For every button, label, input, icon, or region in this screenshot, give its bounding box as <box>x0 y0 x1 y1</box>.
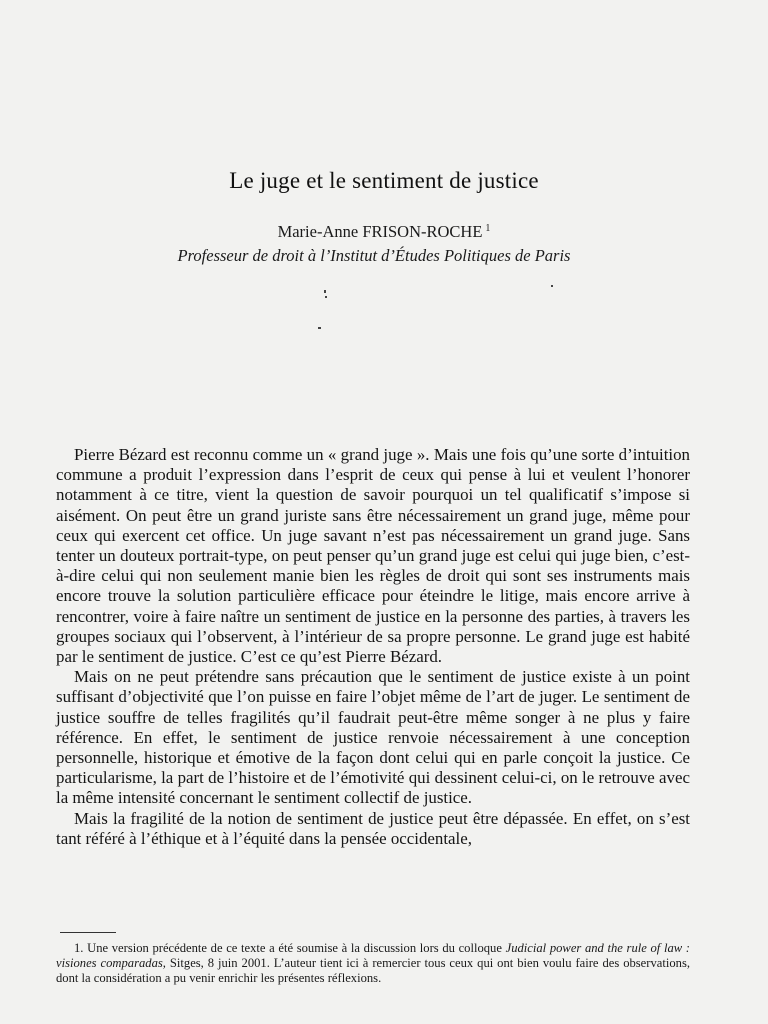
scan-speck <box>318 327 321 329</box>
article-title: Le juge et le sentiment de justice <box>229 168 539 193</box>
author-affiliation: Professeur de droit à l’Institut d’Études Politiques de Paris <box>177 246 571 265</box>
footnote <box>56 941 690 986</box>
footnote-text-after: Sitges, 8 juin 2001. L’auteur tient ici à remercier tous ceux qui ont bien voulu faire des observations, dont la considération a pu venir enrichir les présentes réflexions. <box>56 956 690 985</box>
author-line <box>0 222 768 242</box>
body-paragraph: Pierre Bézard est reconnu comme un « grand juge ». Mais une fois qu’une sorte d’intuition commune a produit l’expression dans l’esprit de ceux qui pense à lui et veulent l’honorer notamment à ce titre, vient la question de savoir pourquoi un tel qualificatif s’impose si aisément. On peut être un grand juriste sans être nécessairement un grand juge, même pour ceux qui exercent cet office. Un juge savant n’est pas nécessairement un grand juge. Sans tenter un douteux portrait-type, on peut penser qu’un grand juge est celui qui juge bien, c’est-à-dire celui qui non seulement manie bien les règles de droit qui sont ses instruments mais encore trouve la solution particulière efficace pour éteindre le litige, mais encore arrive à rencontrer, voire à faire naître un sentiment de justice en la personne des parties, à travers les groupes sociaux qui l’observent, à l’intérieur de sa propre personne. Le grand juge est habité par le sentiment de justice. C’est ce qu’est Pierre Bézard. <box>56 445 690 667</box>
scan-speck <box>324 290 326 293</box>
scan-speck <box>551 285 553 287</box>
scan-speck <box>325 296 327 298</box>
author-footnote-mark: 1 <box>485 222 491 234</box>
author-name: Marie-Anne FRISON-ROCHE <box>277 222 483 241</box>
footnote-divider <box>60 932 116 933</box>
body-paragraph: Mais la fragilité de la notion de sentiment de justice peut être dépassée. En effet, on s’est tant référé à l’éthique et à l’équité dans la pensée occidentale, <box>56 808 690 848</box>
footnote-italic-title: Judicial power and the rule of law : visiones comparadas, <box>56 941 690 970</box>
body-paragraph: Mais on ne peut prétendre sans précaution que le sentiment de justice existe à un point suffisant d’objectivité que l’on puisse en faire l’objet même de l’art de juger. Le sentiment de justice souffre de telles fragilités qu’il faudrait peut-être même songer à ne plus y faire référence. En effet, le sentiment de justice renvoie nécessairement à une conception personnelle, historique et émotive de la façon dont celui qui en parle conçoit la justice. Ce particularisme, la part de l’histoire et de l’émotivité qui dessinent celui-ci, on le retrouve avec la même intensité concernant le sentiment collectif de justice. <box>56 667 690 808</box>
article-body <box>56 445 690 849</box>
footnote-number: 1. <box>74 941 84 955</box>
footnote-text-before: Une version précédente de ce texte a été soumise à la discussion lors du colloque <box>87 941 502 955</box>
